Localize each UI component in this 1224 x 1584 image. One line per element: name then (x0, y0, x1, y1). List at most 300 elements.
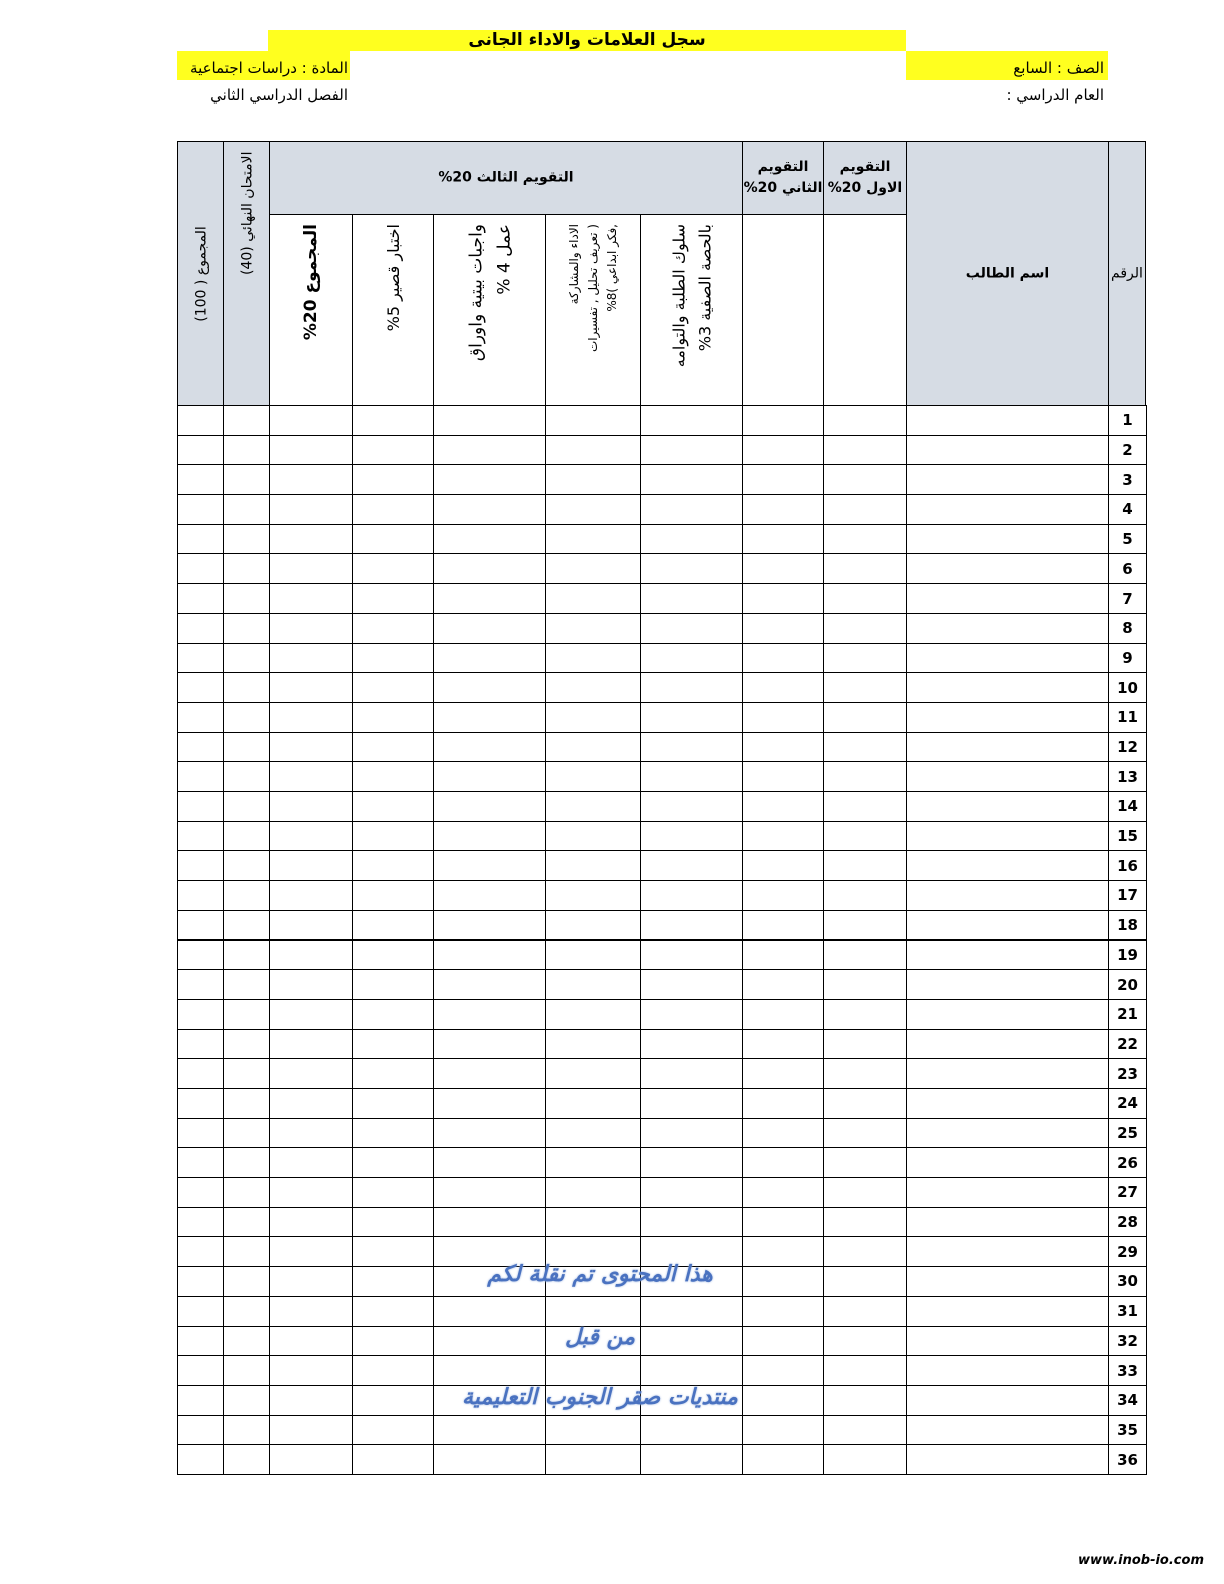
grade-cell[interactable] (823, 940, 907, 971)
grade-cell[interactable] (433, 1058, 546, 1089)
grade-cell[interactable] (640, 1118, 743, 1149)
student-name-cell[interactable] (906, 1326, 1109, 1357)
grade-cell[interactable] (177, 405, 224, 436)
grade-cell[interactable] (640, 672, 743, 703)
grade-cell[interactable] (352, 1444, 434, 1475)
grade-cell[interactable] (545, 1177, 641, 1208)
grade-cell[interactable] (269, 732, 353, 763)
student-name-cell[interactable] (906, 940, 1109, 971)
grade-cell[interactable] (545, 1058, 641, 1089)
grade-cell[interactable] (640, 910, 743, 941)
grade-cell[interactable] (742, 672, 824, 703)
student-name-cell[interactable] (906, 999, 1109, 1030)
grade-cell[interactable] (223, 850, 270, 881)
grade-cell[interactable] (545, 613, 641, 644)
grade-cell[interactable] (823, 850, 907, 881)
grade-cell[interactable] (352, 999, 434, 1030)
grade-cell[interactable] (545, 435, 641, 466)
grade-cell[interactable] (223, 1147, 270, 1178)
grade-cell[interactable] (352, 1088, 434, 1119)
grade-cell[interactable] (742, 524, 824, 555)
grade-cell[interactable] (177, 464, 224, 495)
student-name-cell[interactable] (906, 1029, 1109, 1060)
grade-cell[interactable] (742, 999, 824, 1030)
grade-cell[interactable] (352, 1118, 434, 1149)
grade-cell[interactable] (640, 732, 743, 763)
grade-cell[interactable] (742, 583, 824, 614)
grade-cell[interactable] (177, 1088, 224, 1119)
grade-cell[interactable] (742, 880, 824, 911)
grade-cell[interactable] (269, 613, 353, 644)
grade-cell[interactable] (433, 702, 546, 733)
grade-cell[interactable] (223, 464, 270, 495)
grade-cell[interactable] (269, 1088, 353, 1119)
grade-cell[interactable] (177, 1118, 224, 1149)
grade-cell[interactable] (742, 821, 824, 852)
grade-cell[interactable] (823, 494, 907, 525)
grade-cell[interactable] (269, 1296, 353, 1327)
grade-cell[interactable] (823, 880, 907, 911)
grade-cell[interactable] (223, 1029, 270, 1060)
student-name-cell[interactable] (906, 524, 1109, 555)
grade-cell[interactable] (433, 940, 546, 971)
grade-cell[interactable] (742, 1177, 824, 1208)
grade-cell[interactable] (433, 1296, 546, 1327)
grade-cell[interactable] (223, 1444, 270, 1475)
grade-cell[interactable] (823, 1385, 907, 1416)
grade-cell[interactable] (433, 613, 546, 644)
grade-cell[interactable] (352, 1029, 434, 1060)
grade-cell[interactable] (269, 940, 353, 971)
grade-cell[interactable] (742, 1296, 824, 1327)
grade-cell[interactable] (269, 1058, 353, 1089)
grade-cell[interactable] (269, 464, 353, 495)
grade-cell[interactable] (742, 1415, 824, 1446)
grade-cell[interactable] (640, 613, 743, 644)
grade-cell[interactable] (223, 761, 270, 792)
grade-cell[interactable] (223, 910, 270, 941)
grade-cell[interactable] (823, 1266, 907, 1297)
grade-cell[interactable] (352, 1207, 434, 1238)
grade-cell[interactable] (223, 1207, 270, 1238)
grade-cell[interactable] (640, 1355, 743, 1386)
grade-cell[interactable] (742, 910, 824, 941)
grade-cell[interactable] (177, 672, 224, 703)
grade-cell[interactable] (352, 435, 434, 466)
grade-cell[interactable] (640, 761, 743, 792)
grade-cell[interactable] (177, 732, 224, 763)
grade-cell[interactable] (269, 791, 353, 822)
grade-cell[interactable] (223, 1296, 270, 1327)
grade-cell[interactable] (223, 940, 270, 971)
grade-cell[interactable] (823, 643, 907, 674)
grade-cell[interactable] (640, 583, 743, 614)
grade-cell[interactable] (223, 1058, 270, 1089)
grade-cell[interactable] (269, 1326, 353, 1357)
grade-cell[interactable] (640, 850, 743, 881)
grade-cell[interactable] (640, 791, 743, 822)
grade-cell[interactable] (742, 969, 824, 1000)
grade-cell[interactable] (433, 583, 546, 614)
grade-cell[interactable] (742, 940, 824, 971)
student-name-cell[interactable] (906, 405, 1109, 436)
grade-cell[interactable] (823, 910, 907, 941)
grade-cell[interactable] (269, 761, 353, 792)
grade-cell[interactable] (177, 435, 224, 466)
grade-cell[interactable] (269, 1385, 353, 1416)
student-name-cell[interactable] (906, 702, 1109, 733)
grade-cell[interactable] (352, 524, 434, 555)
grade-cell[interactable] (223, 999, 270, 1030)
grade-cell[interactable] (823, 1444, 907, 1475)
student-name-cell[interactable] (906, 1118, 1109, 1149)
grade-cell[interactable] (823, 435, 907, 466)
grade-cell[interactable] (545, 1147, 641, 1178)
grade-cell[interactable] (352, 850, 434, 881)
grade-cell[interactable] (352, 405, 434, 436)
grade-cell[interactable] (177, 494, 224, 525)
student-name-cell[interactable] (906, 1147, 1109, 1178)
grade-cell[interactable] (269, 1118, 353, 1149)
grade-cell[interactable] (269, 524, 353, 555)
grade-cell[interactable] (352, 464, 434, 495)
grade-cell[interactable] (223, 672, 270, 703)
grade-cell[interactable] (352, 732, 434, 763)
grade-cell[interactable] (269, 643, 353, 674)
grade-cell[interactable] (352, 1177, 434, 1208)
grade-cell[interactable] (223, 553, 270, 584)
grade-cell[interactable] (223, 1415, 270, 1446)
grade-cell[interactable] (823, 969, 907, 1000)
grade-cell[interactable] (545, 940, 641, 971)
grade-cell[interactable] (742, 613, 824, 644)
grade-cell[interactable] (545, 1207, 641, 1238)
grade-cell[interactable] (742, 702, 824, 733)
grade-cell[interactable] (545, 1029, 641, 1060)
grade-cell[interactable] (823, 524, 907, 555)
grade-cell[interactable] (823, 1177, 907, 1208)
grade-cell[interactable] (223, 1088, 270, 1119)
grade-cell[interactable] (640, 940, 743, 971)
grade-cell[interactable] (640, 1207, 743, 1238)
grade-cell[interactable] (823, 1029, 907, 1060)
grade-cell[interactable] (433, 791, 546, 822)
grade-cell[interactable] (742, 850, 824, 881)
grade-cell[interactable] (433, 1118, 546, 1149)
grade-cell[interactable] (223, 969, 270, 1000)
grade-cell[interactable] (823, 1296, 907, 1327)
grade-cell[interactable] (352, 1296, 434, 1327)
grade-cell[interactable] (352, 553, 434, 584)
grade-cell[interactable] (177, 1266, 224, 1297)
grade-cell[interactable] (352, 643, 434, 674)
student-name-cell[interactable] (906, 1207, 1109, 1238)
student-name-cell[interactable] (906, 850, 1109, 881)
grade-cell[interactable] (269, 880, 353, 911)
grade-cell[interactable] (433, 553, 546, 584)
grade-cell[interactable] (823, 1088, 907, 1119)
grade-cell[interactable] (177, 821, 224, 852)
grade-cell[interactable] (823, 672, 907, 703)
grade-cell[interactable] (433, 910, 546, 941)
grade-cell[interactable] (223, 435, 270, 466)
grade-cell[interactable] (223, 405, 270, 436)
grade-cell[interactable] (545, 405, 641, 436)
grade-cell[interactable] (640, 1147, 743, 1178)
grade-cell[interactable] (545, 791, 641, 822)
student-name-cell[interactable] (906, 1385, 1109, 1416)
grade-cell[interactable] (433, 821, 546, 852)
grade-cell[interactable] (177, 1444, 224, 1475)
grade-cell[interactable] (177, 1415, 224, 1446)
grade-cell[interactable] (545, 583, 641, 614)
grade-cell[interactable] (545, 553, 641, 584)
grade-cell[interactable] (269, 1177, 353, 1208)
grade-cell[interactable] (352, 910, 434, 941)
grade-cell[interactable] (433, 1177, 546, 1208)
grade-cell[interactable] (545, 672, 641, 703)
grade-cell[interactable] (433, 732, 546, 763)
student-name-cell[interactable] (906, 732, 1109, 763)
grade-cell[interactable] (545, 850, 641, 881)
grade-cell[interactable] (352, 1415, 434, 1446)
student-name-cell[interactable] (906, 1355, 1109, 1386)
grade-cell[interactable] (742, 553, 824, 584)
grade-cell[interactable] (640, 524, 743, 555)
grade-cell[interactable] (223, 702, 270, 733)
grade-cell[interactable] (545, 1355, 641, 1386)
grade-cell[interactable] (545, 1415, 641, 1446)
student-name-cell[interactable] (906, 494, 1109, 525)
grade-cell[interactable] (640, 821, 743, 852)
grade-cell[interactable] (742, 405, 824, 436)
grade-cell[interactable] (269, 1029, 353, 1060)
grade-cell[interactable] (545, 880, 641, 911)
grade-cell[interactable] (269, 821, 353, 852)
grade-cell[interactable] (223, 1385, 270, 1416)
student-name-cell[interactable] (906, 791, 1109, 822)
grade-cell[interactable] (433, 969, 546, 1000)
student-name-cell[interactable] (906, 1444, 1109, 1475)
student-name-cell[interactable] (906, 910, 1109, 941)
grade-cell[interactable] (545, 702, 641, 733)
grade-cell[interactable] (433, 1147, 546, 1178)
grade-cell[interactable] (545, 643, 641, 674)
grade-cell[interactable] (352, 1355, 434, 1386)
grade-cell[interactable] (545, 732, 641, 763)
grade-cell[interactable] (640, 1296, 743, 1327)
grade-cell[interactable] (823, 613, 907, 644)
grade-cell[interactable] (269, 1207, 353, 1238)
grade-cell[interactable] (177, 1326, 224, 1357)
grade-cell[interactable] (177, 880, 224, 911)
grade-cell[interactable] (433, 1088, 546, 1119)
grade-cell[interactable] (545, 821, 641, 852)
student-name-cell[interactable] (906, 1058, 1109, 1089)
grade-cell[interactable] (352, 791, 434, 822)
grade-cell[interactable] (823, 821, 907, 852)
grade-cell[interactable] (352, 672, 434, 703)
student-name-cell[interactable] (906, 1088, 1109, 1119)
grade-cell[interactable] (433, 494, 546, 525)
grade-cell[interactable] (177, 1296, 224, 1327)
grade-cell[interactable] (742, 435, 824, 466)
grade-cell[interactable] (223, 524, 270, 555)
grade-cell[interactable] (545, 1118, 641, 1149)
grade-cell[interactable] (177, 940, 224, 971)
grade-cell[interactable] (640, 1415, 743, 1446)
grade-cell[interactable] (433, 643, 546, 674)
grade-cell[interactable] (640, 1177, 743, 1208)
grade-cell[interactable] (223, 821, 270, 852)
student-name-cell[interactable] (906, 1266, 1109, 1297)
grade-cell[interactable] (177, 583, 224, 614)
grade-cell[interactable] (433, 1029, 546, 1060)
grade-cell[interactable] (269, 405, 353, 436)
grade-cell[interactable] (640, 969, 743, 1000)
grade-cell[interactable] (352, 494, 434, 525)
grade-cell[interactable] (177, 702, 224, 733)
grade-cell[interactable] (823, 583, 907, 614)
grade-cell[interactable] (177, 999, 224, 1030)
student-name-cell[interactable] (906, 435, 1109, 466)
grade-cell[interactable] (352, 702, 434, 733)
student-name-cell[interactable] (906, 553, 1109, 584)
grade-cell[interactable] (823, 1058, 907, 1089)
student-name-cell[interactable] (906, 464, 1109, 495)
student-name-cell[interactable] (906, 821, 1109, 852)
grade-cell[interactable] (742, 1029, 824, 1060)
grade-cell[interactable] (177, 791, 224, 822)
grade-cell[interactable] (742, 1058, 824, 1089)
grade-cell[interactable] (352, 940, 434, 971)
grade-cell[interactable] (823, 1147, 907, 1178)
grade-cell[interactable] (352, 821, 434, 852)
grade-cell[interactable] (433, 435, 546, 466)
grade-cell[interactable] (545, 910, 641, 941)
grade-cell[interactable] (742, 1147, 824, 1178)
grade-cell[interactable] (742, 494, 824, 525)
grade-cell[interactable] (742, 1118, 824, 1149)
student-name-cell[interactable] (906, 672, 1109, 703)
grade-cell[interactable] (640, 643, 743, 674)
grade-cell[interactable] (269, 1415, 353, 1446)
grade-cell[interactable] (545, 1088, 641, 1119)
grade-cell[interactable] (433, 1444, 546, 1475)
grade-cell[interactable] (269, 583, 353, 614)
grade-cell[interactable] (640, 405, 743, 436)
grade-cell[interactable] (269, 435, 353, 466)
grade-cell[interactable] (433, 761, 546, 792)
grade-cell[interactable] (269, 999, 353, 1030)
grade-cell[interactable] (823, 1207, 907, 1238)
grade-cell[interactable] (352, 583, 434, 614)
grade-cell[interactable] (177, 524, 224, 555)
grade-cell[interactable] (545, 1296, 641, 1327)
grade-cell[interactable] (433, 1415, 546, 1446)
grade-cell[interactable] (640, 494, 743, 525)
grade-cell[interactable] (269, 969, 353, 1000)
grade-cell[interactable] (742, 1088, 824, 1119)
grade-cell[interactable] (269, 553, 353, 584)
grade-cell[interactable] (545, 464, 641, 495)
grade-cell[interactable] (223, 1177, 270, 1208)
grade-cell[interactable] (352, 1147, 434, 1178)
grade-cell[interactable] (269, 850, 353, 881)
grade-cell[interactable] (223, 1236, 270, 1267)
student-name-cell[interactable] (906, 1296, 1109, 1327)
grade-cell[interactable] (223, 494, 270, 525)
grade-cell[interactable] (823, 732, 907, 763)
grade-cell[interactable] (269, 1236, 353, 1267)
grade-cell[interactable] (823, 999, 907, 1030)
grade-cell[interactable] (269, 1147, 353, 1178)
grade-cell[interactable] (823, 1415, 907, 1446)
grade-cell[interactable] (223, 643, 270, 674)
grade-cell[interactable] (269, 494, 353, 525)
grade-cell[interactable] (545, 761, 641, 792)
grade-cell[interactable] (823, 405, 907, 436)
grade-cell[interactable] (742, 643, 824, 674)
grade-cell[interactable] (269, 1355, 353, 1386)
grade-cell[interactable] (640, 999, 743, 1030)
grade-cell[interactable] (823, 553, 907, 584)
student-name-cell[interactable] (906, 761, 1109, 792)
grade-cell[interactable] (223, 791, 270, 822)
grade-cell[interactable] (352, 969, 434, 1000)
grade-cell[interactable] (177, 613, 224, 644)
grade-cell[interactable] (823, 702, 907, 733)
grade-cell[interactable] (545, 969, 641, 1000)
grade-cell[interactable] (742, 464, 824, 495)
grade-cell[interactable] (223, 1326, 270, 1357)
grade-cell[interactable] (433, 999, 546, 1030)
grade-cell[interactable] (177, 1147, 224, 1178)
grade-cell[interactable] (433, 672, 546, 703)
grade-cell[interactable] (177, 761, 224, 792)
grade-cell[interactable] (742, 1355, 824, 1386)
grade-cell[interactable] (269, 702, 353, 733)
grade-cell[interactable] (742, 1207, 824, 1238)
grade-cell[interactable] (640, 1088, 743, 1119)
grade-cell[interactable] (433, 464, 546, 495)
grade-cell[interactable] (177, 553, 224, 584)
grade-cell[interactable] (352, 613, 434, 644)
grade-cell[interactable] (640, 702, 743, 733)
grade-cell[interactable] (640, 880, 743, 911)
grade-cell[interactable] (177, 850, 224, 881)
grade-cell[interactable] (177, 1355, 224, 1386)
student-name-cell[interactable] (906, 583, 1109, 614)
grade-cell[interactable] (742, 732, 824, 763)
grade-cell[interactable] (433, 1355, 546, 1386)
grade-cell[interactable] (352, 761, 434, 792)
grade-cell[interactable] (352, 880, 434, 911)
grade-cell[interactable] (177, 1058, 224, 1089)
grade-cell[interactable] (223, 613, 270, 644)
grade-cell[interactable] (269, 910, 353, 941)
grade-cell[interactable] (433, 850, 546, 881)
grade-cell[interactable] (640, 435, 743, 466)
grade-cell[interactable] (545, 1444, 641, 1475)
grade-cell[interactable] (823, 1118, 907, 1149)
grade-cell[interactable] (269, 672, 353, 703)
grade-cell[interactable] (545, 999, 641, 1030)
grade-cell[interactable] (742, 761, 824, 792)
grade-cell[interactable] (640, 464, 743, 495)
grade-cell[interactable] (177, 643, 224, 674)
grade-cell[interactable] (223, 880, 270, 911)
